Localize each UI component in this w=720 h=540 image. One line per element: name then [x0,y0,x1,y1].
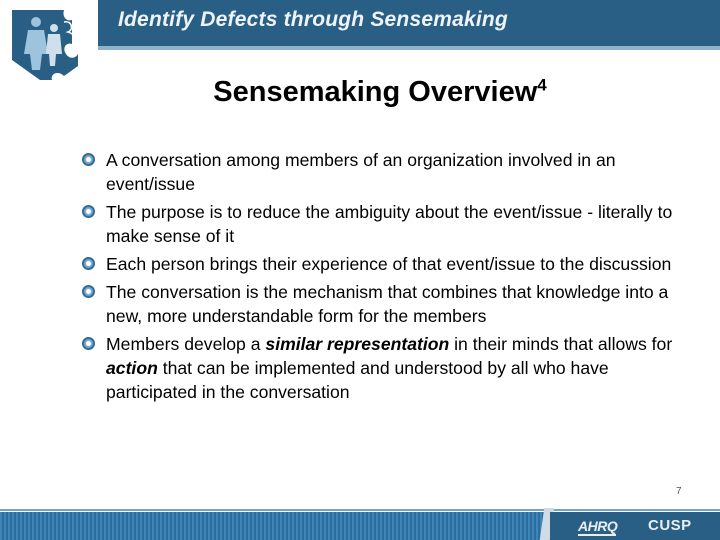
bullet-emphasis: action [106,358,158,378]
bullet-text: The conversation is the mechanism that combines that knowledge into a new, more understandable form for the members [106,282,669,326]
bullet-item [82,280,682,328]
ahrq-logo-underline [578,534,616,536]
bullet-text-middle: in their minds that allows for [449,334,673,354]
bullet-text-start: Members develop a [106,334,266,354]
page-number: 7 [676,486,682,497]
bullet-item [82,148,682,196]
header [0,0,720,80]
bullet-emphasis: similar representation [265,334,450,354]
bullet-item [82,252,682,276]
bullet-text: The purpose is to reduce the ambiguity about the event/issue - literally to make sense of it [106,202,673,246]
bullet-text-end: that can be implemented and understood by all who have participated in the conversation [106,358,609,402]
cusp-logo: CUSP [648,517,692,534]
bullet-icon [82,205,95,218]
bullet-item [82,332,682,404]
bullet-icon [82,153,95,166]
puzzle-logo-icon [6,4,86,82]
bullet-icon [82,337,95,350]
slide-title-superscript: 4 [537,75,547,95]
header-title: Identify Defects through Sensemaking [118,8,508,31]
bullet-item [82,200,682,248]
footer-line [0,509,720,511]
bullet-text: Each person brings their experience of that event/issue to the discussion [106,254,672,274]
header-stripe [98,46,720,50]
bullet-text: A conversation among members of an organization involved in an event/issue [106,150,616,194]
slide-title [0,76,720,109]
bullet-icon [82,257,95,270]
ahrq-logo: AHRQ [578,518,618,534]
bullet-list [82,148,682,408]
slide-title-text: Sensemaking Overview [213,76,538,108]
footer-plate [550,512,720,540]
bullet-icon [82,285,95,298]
